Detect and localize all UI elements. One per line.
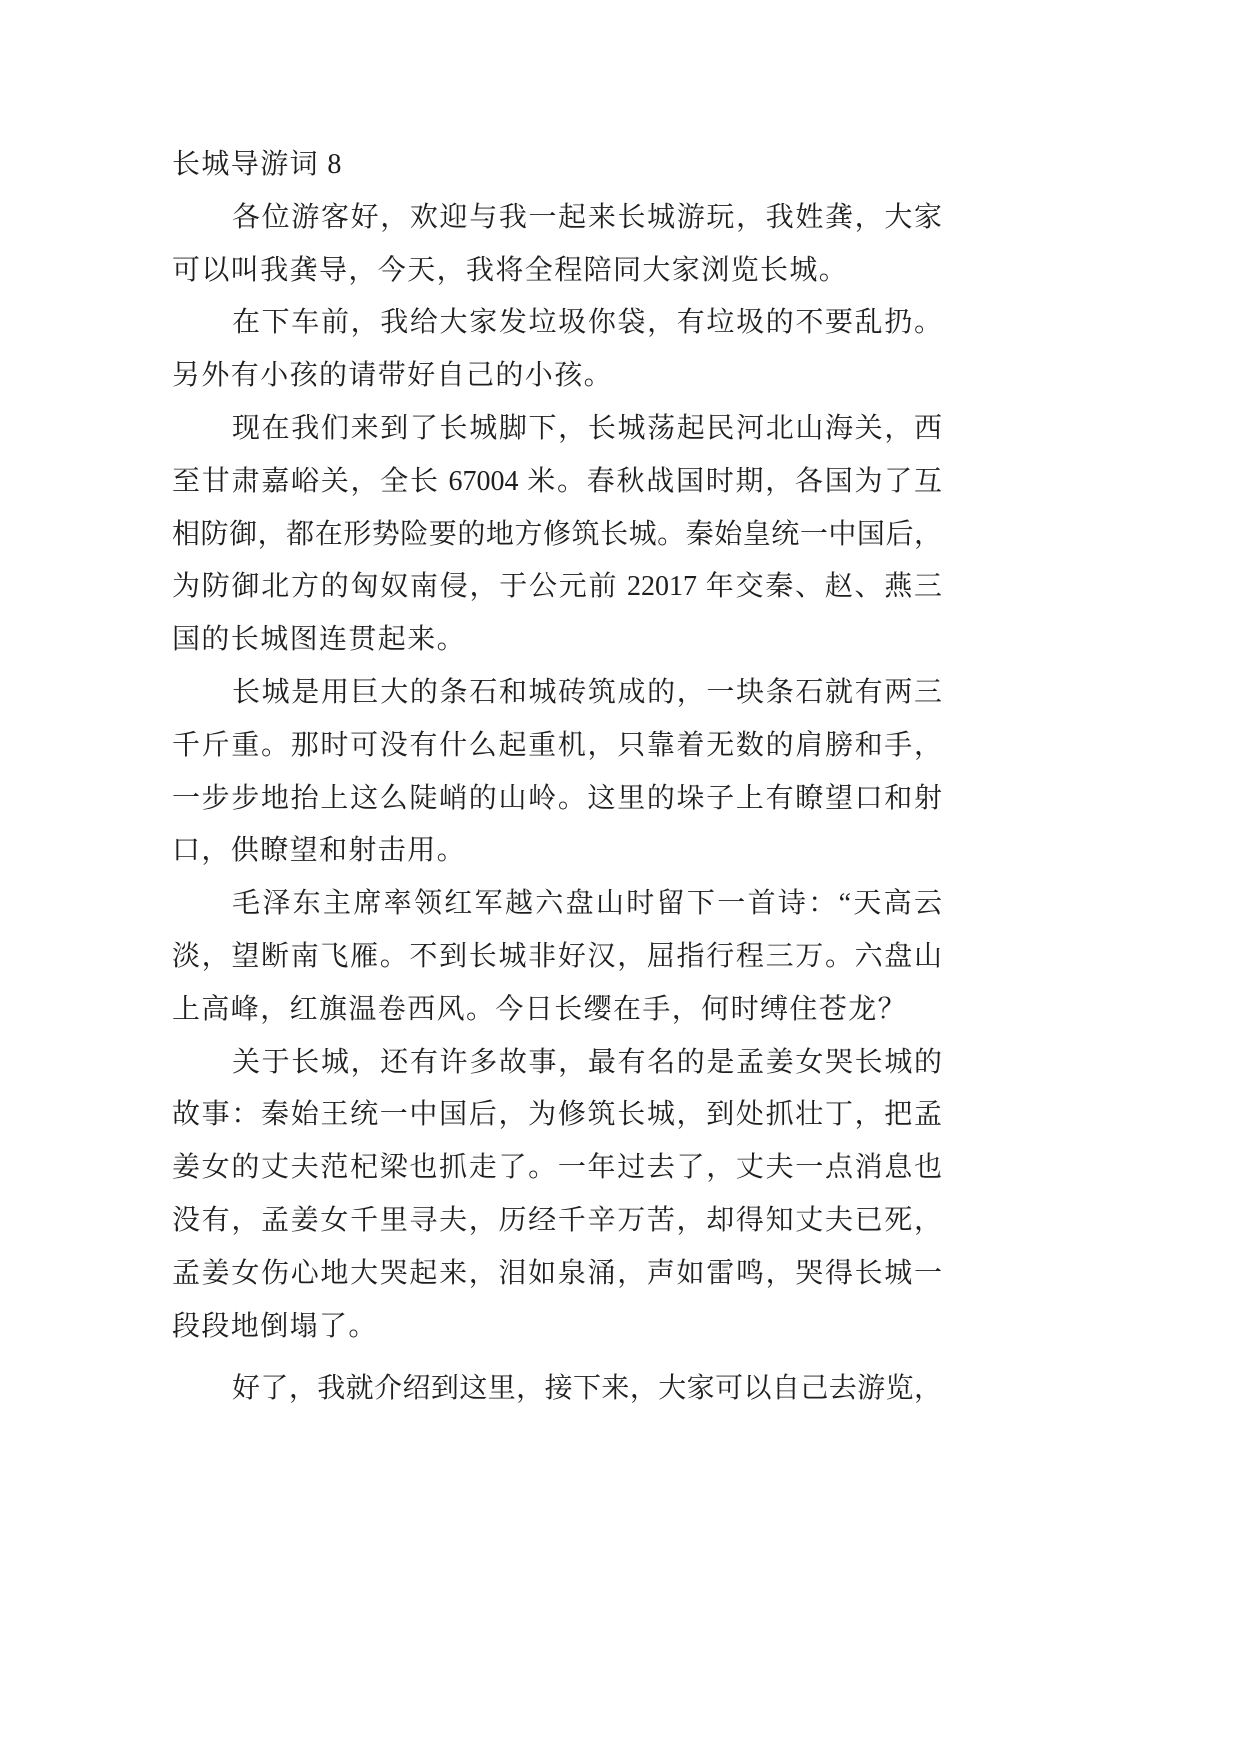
paragraph-legend — [172, 1037, 942, 1354]
paragraph-line: 各位游客好，欢迎与我一起来长城游玩，我姓龚，大家 — [232, 201, 942, 233]
paragraph-line: 为防御北方的匈奴南侵，于公元前 22017 年交秦、赵、燕三 — [172, 571, 942, 603]
paragraph-line: 长城是用巨大的条石和城砖筑成的，一块条石就有两三 — [232, 676, 942, 708]
paragraph-line: 可以叫我龚导，今天，我将全程陪同大家浏览长城。 — [172, 254, 849, 286]
paragraph-line: 毛泽东主席率领红军越六盘山时留下一首诗：“天高云 — [232, 888, 942, 920]
paragraph-line: 没有，孟姜女千里寻夫，历经千辛万苦，却得知丈夫已死， — [172, 1204, 942, 1236]
paragraph-line: 国的长城图连贯起来。 — [172, 624, 467, 656]
paragraph-line: 段段地倒塌了。 — [172, 1310, 378, 1342]
paragraph-greeting — [172, 192, 942, 298]
paragraph-line: 现在我们来到了长城脚下，长城荡起民河北山海关，西 — [232, 412, 942, 444]
paragraph-line: 故事：秦始王统一中国后，为修筑长城，到处抓壮丁，把孟 — [172, 1099, 942, 1131]
paragraph-line: 至甘肃嘉峪关，全长 67004 米。春秋战国时期，各国为了互 — [172, 465, 942, 497]
paragraph-construction — [172, 667, 942, 878]
paragraph-line: 相防御，都在形势险要的地方修筑长城。秦始皇统一中国后， — [172, 518, 942, 550]
paragraph-line: 关于长城，还有许多故事，最有名的是孟姜女哭长城的 — [232, 1046, 942, 1078]
paragraph-line: 好了，我就介绍到这里，接下来，大家可以自己去游览， — [232, 1373, 942, 1405]
paragraph-history — [172, 403, 942, 667]
paragraph-closing — [172, 1363, 942, 1416]
paragraph-line: 孟姜女伤心地大哭起来，泪如泉涌，声如雷鸣，哭得长城一 — [172, 1257, 942, 1289]
paragraph-line: 口，供瞭望和射击用。 — [172, 835, 467, 867]
paragraph-line: 在下车前，我给大家发垃圾你袋，有垃圾的不要乱扔。 — [232, 307, 942, 339]
paragraph-notice — [172, 297, 942, 403]
paragraph-line: 千斤重。那时可没有什么起重机，只靠着无数的肩膀和手， — [172, 729, 942, 761]
document-title: 长城导游词 8 — [172, 149, 343, 180]
paragraph-poem — [172, 878, 942, 1036]
paragraph-line: 姜女的丈夫范杞梁也抓走了。一年过去了，丈夫一点消息也 — [172, 1152, 942, 1184]
document-body — [172, 139, 942, 1416]
paragraph-line: 一步步地抬上这么陡峭的山岭。这里的垛子上有瞭望口和射 — [172, 782, 942, 814]
paragraph-line: 另外有小孩的请带好自己的小孩。 — [172, 360, 614, 392]
paragraph-line: 淡，望断南飞雁。不到长城非好汉，屈指行程三万。六盘山 — [172, 940, 942, 972]
paragraph-line: 上高峰，红旗温卷西风。今日长缨在手，何时缚住苍龙？ — [172, 993, 908, 1025]
